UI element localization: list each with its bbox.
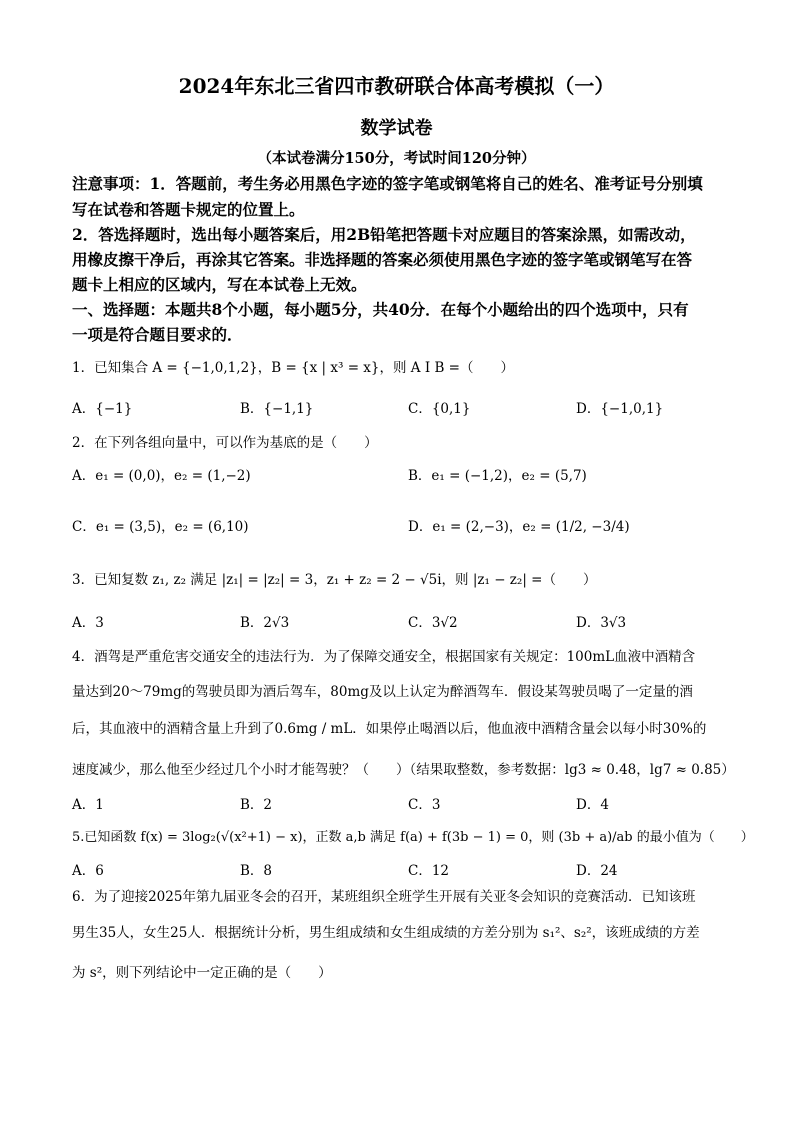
question-4-line: 后，其血液中的酒精含量上升到了0.6mg / mL．如果停止喝酒以后，他血液中酒精含量会以每小时30%的: [72, 721, 707, 737]
q4-option-a: A．1: [72, 797, 104, 813]
q4-option-b: B．2: [240, 797, 273, 813]
notice-line: 注意事项：1．答题前，考生务必用黑色字迹的签字笔或钢笔将自己的姓名、准考证号分别填: [72, 174, 703, 193]
question-6-line: 为 s²，则下列结论中一定正确的是（ ）: [72, 965, 332, 981]
q2-option-a: A．e₁ = (0,0)，e₂ = (1,−2): [72, 468, 251, 484]
question-4-line: 4．酒驾是严重危害交通安全的违法行为．为了保障交通安全，根据国家有关规定：100mL血液中酒精含: [72, 649, 696, 665]
section-heading: 一项是符合题目要求的．: [72, 325, 243, 344]
notice-line: 写在试卷和答题卡规定的位置上。: [72, 200, 305, 219]
notice-line: 题卡上相应的区域内，写在本试卷上无效。: [72, 275, 367, 294]
exam-title: 2024年东北三省四市教研联合体高考模拟（一）: [178, 74, 615, 98]
q4-option-d: D．4: [576, 797, 609, 813]
question-4-line: 量达到20～79mg的驾驶员即为酒后驾车，80mg及以上认定为醉酒驾车．假设某驾驶员喝了一定量的酒: [72, 684, 693, 700]
q5-option-a: A．6: [72, 863, 104, 879]
section-heading: 一、选择题：本题共8个小题，每小题5分，共40分．在每个小题给出的四个选项中，只有: [72, 300, 689, 319]
q3-option-a: A．3: [72, 615, 104, 631]
notice-line: 2．答选择题时，选出每小题答案后，用2B铅笔把答题卡对应题目的答案涂黑，如需改动，: [72, 225, 696, 244]
q1-option-c: C．{0,1}: [408, 401, 471, 417]
q2-option-c: C．e₁ = (3,5)，e₂ = (6,10): [72, 519, 249, 535]
question-5-stem: 5.已知函数 f(x) = 3log₂(√(x²+1) − x)，正数 a,b 满足 f(a) + f(3b − 1) = 0，则 (3b + a)/ab 的最小值为（ ）: [72, 830, 754, 845]
question-1-stem: 1．已知集合 A = {−1,0,1,2}，B = {x | x³ = x}，则 A I B =（ ）: [72, 360, 514, 376]
q3-option-d: D．3√3: [576, 615, 627, 631]
q1-option-d: D．{−1,0,1}: [576, 401, 664, 417]
question-4-line: 速度减少，那么他至少经过几个小时才能驾驶？（ ）（结果取整数，参考数据：lg3 ≈ 0.48，lg7 ≈ 0.85）: [72, 762, 735, 778]
question-6-line: 6．为了迎接2025年第九届亚冬会的召开，某班组织全班学生开展有关亚冬会知识的竞赛活动．已知该班: [72, 889, 696, 905]
question-2-stem: 2．在下列各组向量中，可以作为基底的是（ ）: [72, 435, 378, 451]
question-3-stem: 3．已知复数 z₁, z₂ 满足 |z₁| = |z₂| = 3，z₁ + z₂ = 2 − √5i，则 |z₁ − z₂| =（ ）: [72, 572, 597, 588]
exam-info: （本试卷满分150分，考试时间120分钟）: [257, 150, 536, 167]
q3-option-c: C．3√2: [408, 615, 458, 631]
q1-option-a: A．{−1}: [72, 401, 133, 417]
q2-option-b: B．e₁ = (−1,2)，e₂ = (5,7): [408, 468, 587, 484]
question-6-line: 男生35人，女生25人．根据统计分析，男生组成绩和女生组成绩的方差分别为 s₁²、s₂²，该班成绩的方差: [72, 925, 700, 941]
q5-option-c: C．12: [408, 863, 450, 879]
q3-option-b: B．2√3: [240, 615, 290, 631]
notice-line: 用橡皮擦干净后，再涂其它答案。非选择题的答案必须使用黑色字迹的签字笔或钢笔写在答: [72, 250, 693, 269]
q1-option-b: B．{−1,1}: [240, 401, 314, 417]
q4-option-c: C．3: [408, 797, 441, 813]
q2-option-d: D．e₁ = (2,−3)，e₂ = (1/2, −3/4): [408, 519, 630, 535]
q5-option-b: B．8: [240, 863, 273, 879]
q5-option-d: D．24: [576, 863, 618, 879]
subject-title: 数学试卷: [360, 118, 433, 139]
